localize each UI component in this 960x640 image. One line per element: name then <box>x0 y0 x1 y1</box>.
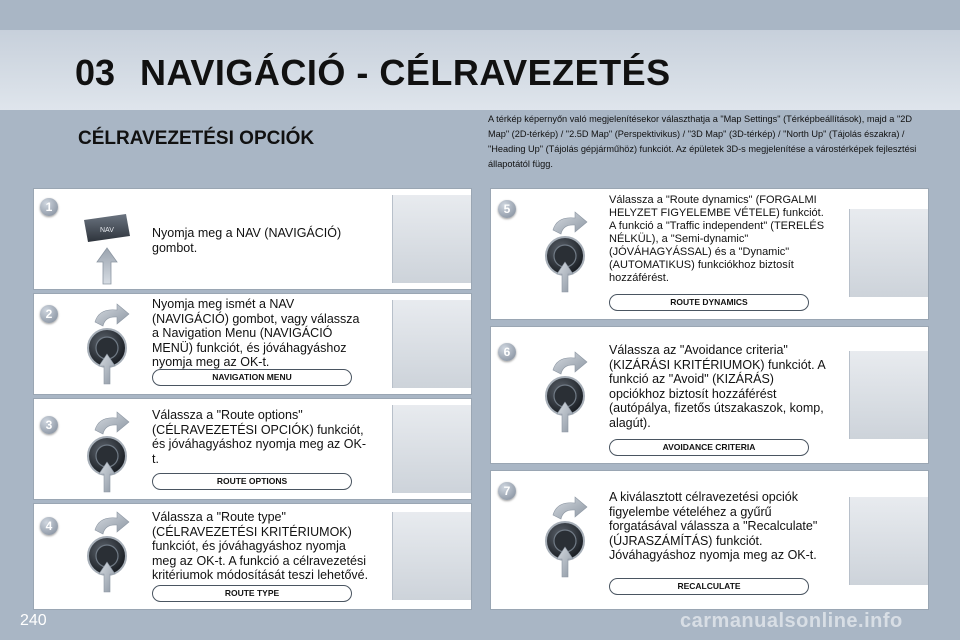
radio-unit-image <box>849 497 928 585</box>
dial-icon <box>77 410 137 494</box>
step-text-6: Válassza az "Avoidance criteria" (KIZÁRÁSI KRITÉRIUMOK) funkciót. A funkció az "Avoid" (KIZÁRÁS) opciókhoz biztosít hozzáférést (autópálya, fizetős útszakaszok, komp, alagút). <box>609 343 826 430</box>
step-text-2: Nyomja meg ismét a NAV (NAVIGÁCIÓ) gombot, vagy válassza a Navigation Menu (NAVIGÁCIÓ MENÜ) funkciót, és jóváhagyáshoz nyomja meg az OK-t. <box>152 297 360 369</box>
dial-icon <box>535 210 595 294</box>
page-title: NAVIGÁCIÓ - CÉLRAVEZETÉS <box>140 52 671 93</box>
dial-icon <box>535 495 595 579</box>
radio-unit-image <box>392 195 471 283</box>
step-badge-5: 5 <box>498 200 516 218</box>
dial-icon <box>535 350 595 434</box>
step-text-4: Válassza a "Route type" (CÉLRAVEZETÉSI KRITÉRIUMOK) funkciót, és jóváhagyáshoz nyomja meg az OK-t. A funkció a célravezetési kritériumok módosítását teszi lehetővé. <box>152 510 369 582</box>
step-text-7: A kiválasztott célravezetési opciók figyelembe vételéhez a gyűrű forgatásával válassza a "Recalculate" (ÚJRASZÁMÍTÁS) funkciót. Jóváhagyáshoz nyomja meg az OK-t. <box>609 490 818 562</box>
step-badge-2: 2 <box>40 305 58 323</box>
nav-button-label: NAV <box>100 227 114 234</box>
radio-unit-image <box>392 405 471 493</box>
step-badge-4: 4 <box>40 517 58 535</box>
menu-label-avoidance-criteria: AVOIDANCE CRITERIA <box>609 439 809 456</box>
radio-unit-image <box>849 351 928 439</box>
step-badge-3: 3 <box>40 416 58 434</box>
dial-icon <box>77 302 137 386</box>
radio-unit-image <box>392 512 471 600</box>
radio-unit-image <box>392 300 471 388</box>
dial-icon <box>77 510 137 594</box>
intro-text: A térkép képernyőn való megjelenítésekor választhatja a "Map Settings" (Térképbeállítások), majd a "2D Map" (2D-térkép) / "2.5D Map" (Perspektivikus) / "3D Map" (3D-térkép) / "North Up" (Tájolás északra) / "Heading Up" (Tájolás gépjárműhöz) funkciót. Az épületek 3D-s megjelenítése a várostérképek fejlesztési állapotától függ. <box>488 114 917 169</box>
step-badge-7: 7 <box>498 482 516 500</box>
step-badge-6: 6 <box>498 343 516 361</box>
step-text-1: Nyomja meg a NAV (NAVIGÁCIÓ) gombot. <box>152 226 342 255</box>
step-text-5: Válassza a "Route dynamics" (FORGALMI HELYZET FIGYELEMBE VÉTELE) funkciót. A funkció a "Traffic independent" (TERELÉS NÉLKÜL), a "Semi-dynamic" (JÓVÁHAGYÁSSAL) és a "Dynamic" (AUTOMATIKUS) funkciókhoz biztosít hozzáférést. <box>609 194 825 284</box>
watermark: carmanualsonline.info <box>680 610 903 632</box>
menu-label-route-dynamics: ROUTE DYNAMICS <box>609 294 809 311</box>
menu-label-recalculate: RECALCULATE <box>609 578 809 595</box>
menu-label-route-options: ROUTE OPTIONS <box>152 473 352 490</box>
step-badge-1: 1 <box>40 198 58 216</box>
nav-button-icon <box>80 214 134 286</box>
radio-unit-image <box>849 209 928 297</box>
menu-label-navigation-menu: NAVIGATION MENU <box>152 369 352 386</box>
chapter-number: 03 <box>75 52 116 93</box>
menu-label-route-type: ROUTE TYPE <box>152 585 352 602</box>
step-text-3: Válassza a "Route options" (CÉLRAVEZETÉSI OPCIÓK) funkciót, és jóváhagyáshoz nyomja meg az OK-t. <box>152 408 366 466</box>
page-number: 240 <box>20 612 47 629</box>
section-title: CÉLRAVEZETÉSI OPCIÓK <box>78 128 315 149</box>
